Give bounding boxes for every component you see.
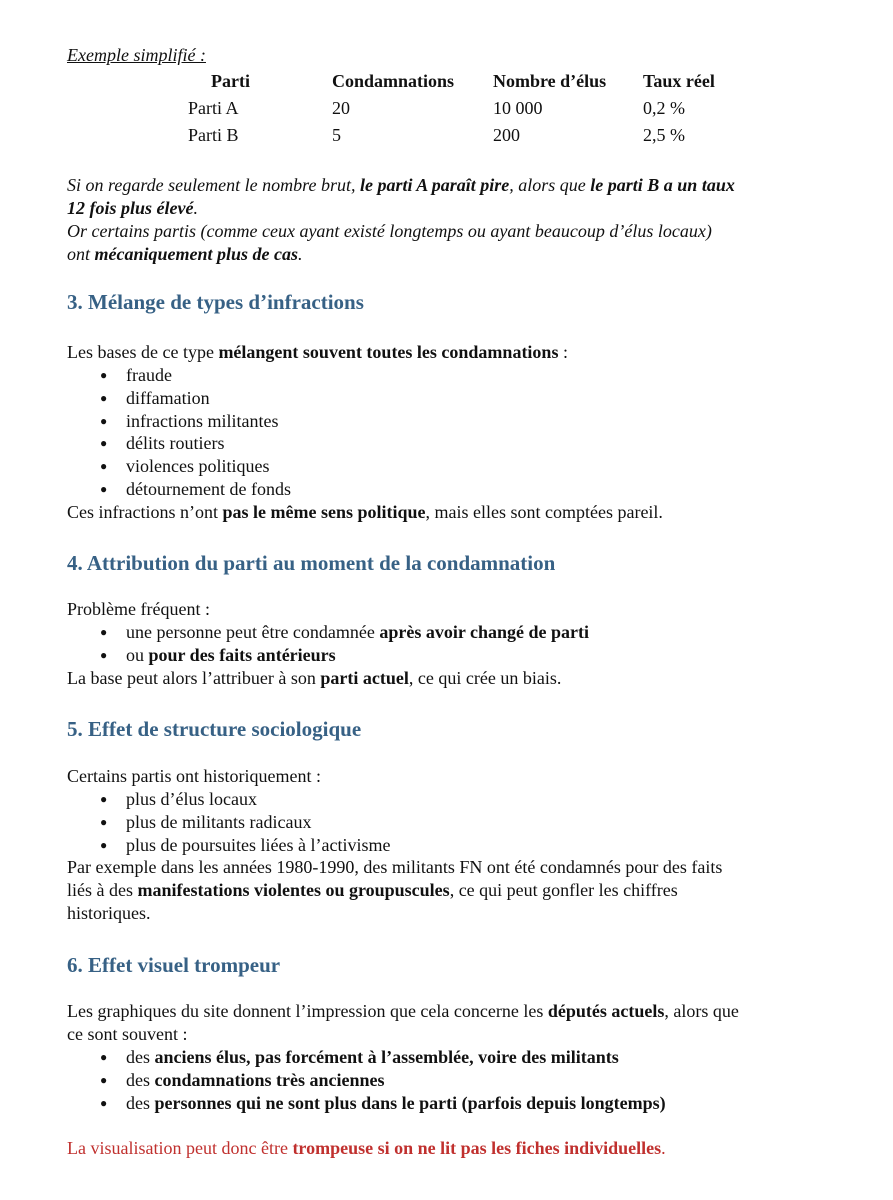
para1-line3: Or certains partis (comme ceux ayant existé longtemps ou ayant beaucoup d’élus locaux) [67,221,712,241]
section-6-line1: Les graphiques du site donnent l’impression que cela concerne les députés actuels, alors que [67,1001,739,1021]
table-row [67,122,715,149]
bullet-icon: ● [100,1050,108,1064]
table-cell: Parti B [188,125,239,145]
section-4-outro: La base peut alors l’attribuer à son parti actuel, ce qui crée un biais. [67,668,562,688]
table-row [67,95,715,122]
bullet-icon: ● [100,459,108,473]
section-5-heading: 5. Effet de structure sociologique [67,717,362,741]
bullet-icon: ● [100,815,108,829]
table-cell: 5 [332,125,341,145]
section-3-heading: 3. Mélange de types d’infractions [67,290,364,314]
col-header-parti: Parti [211,71,250,91]
bullet-icon: ● [100,838,108,852]
section-3-outro: Ces infractions n’ont pas le même sens politique, mais elles sont comptées pareil. [67,502,663,522]
table-header-row [67,68,715,95]
bullet-icon: ● [100,792,108,806]
col-header-condamnations: Condamnations [332,71,455,91]
example-table [67,68,715,149]
table-cell: 200 [493,125,520,145]
example-label: Exemple simplifié : [67,45,206,65]
bullet-icon: ● [100,625,108,639]
bullet-icon: ● [100,1096,108,1110]
para1-line2: 12 fois plus élevé. [67,198,198,218]
section-5-intro: Certains partis ont historiquement : [67,766,321,786]
bullet-icon: ● [100,482,108,496]
table-cell: 10 000 [493,98,543,118]
col-header-taux-reel: Taux réel [643,71,715,91]
para1-line1: Si on regarde seulement le nombre brut, le parti A paraît pire, alors que le parti B a un taux [67,175,735,195]
section-6-line2: ce sont souvent : [67,1024,188,1044]
section-4-heading: 4. Attribution du parti au moment de la condamnation [67,551,556,575]
para1-line4: ont mécaniquement plus de cas. [67,244,303,264]
bullet-icon: ● [100,368,108,382]
bullet-icon: ● [100,414,108,428]
section-5-line1: Par exemple dans les années 1980-1990, des militants FN ont été condamnés pour des faits [67,857,723,877]
table-cell: 2,5 % [643,125,685,145]
conclusion: La visualisation peut donc être trompeuse si on ne lit pas les fiches individuelles. [67,1138,666,1158]
table-cell: Parti A [188,98,239,118]
bullet-icon: ● [100,1073,108,1087]
bullet-icon: ● [100,391,108,405]
section-4-intro: Problème fréquent : [67,599,210,619]
section-6-heading: 6. Effet visuel trompeur [67,953,281,977]
section-5-line2: liés à des manifestations violentes ou groupuscules, ce qui peut gonfler les chiffres [67,880,678,900]
bullet-icon: ● [100,648,108,662]
bullet-icon: ● [100,436,108,450]
section-5-line3: historiques. [67,903,151,923]
section-3-intro: Les bases de ce type mélangent souvent toutes les condamnations : [67,342,568,362]
table-cell: 20 [332,98,350,118]
table-cell: 0,2 % [643,98,685,118]
col-header-nombre-elus: Nombre d’élus [493,71,607,91]
